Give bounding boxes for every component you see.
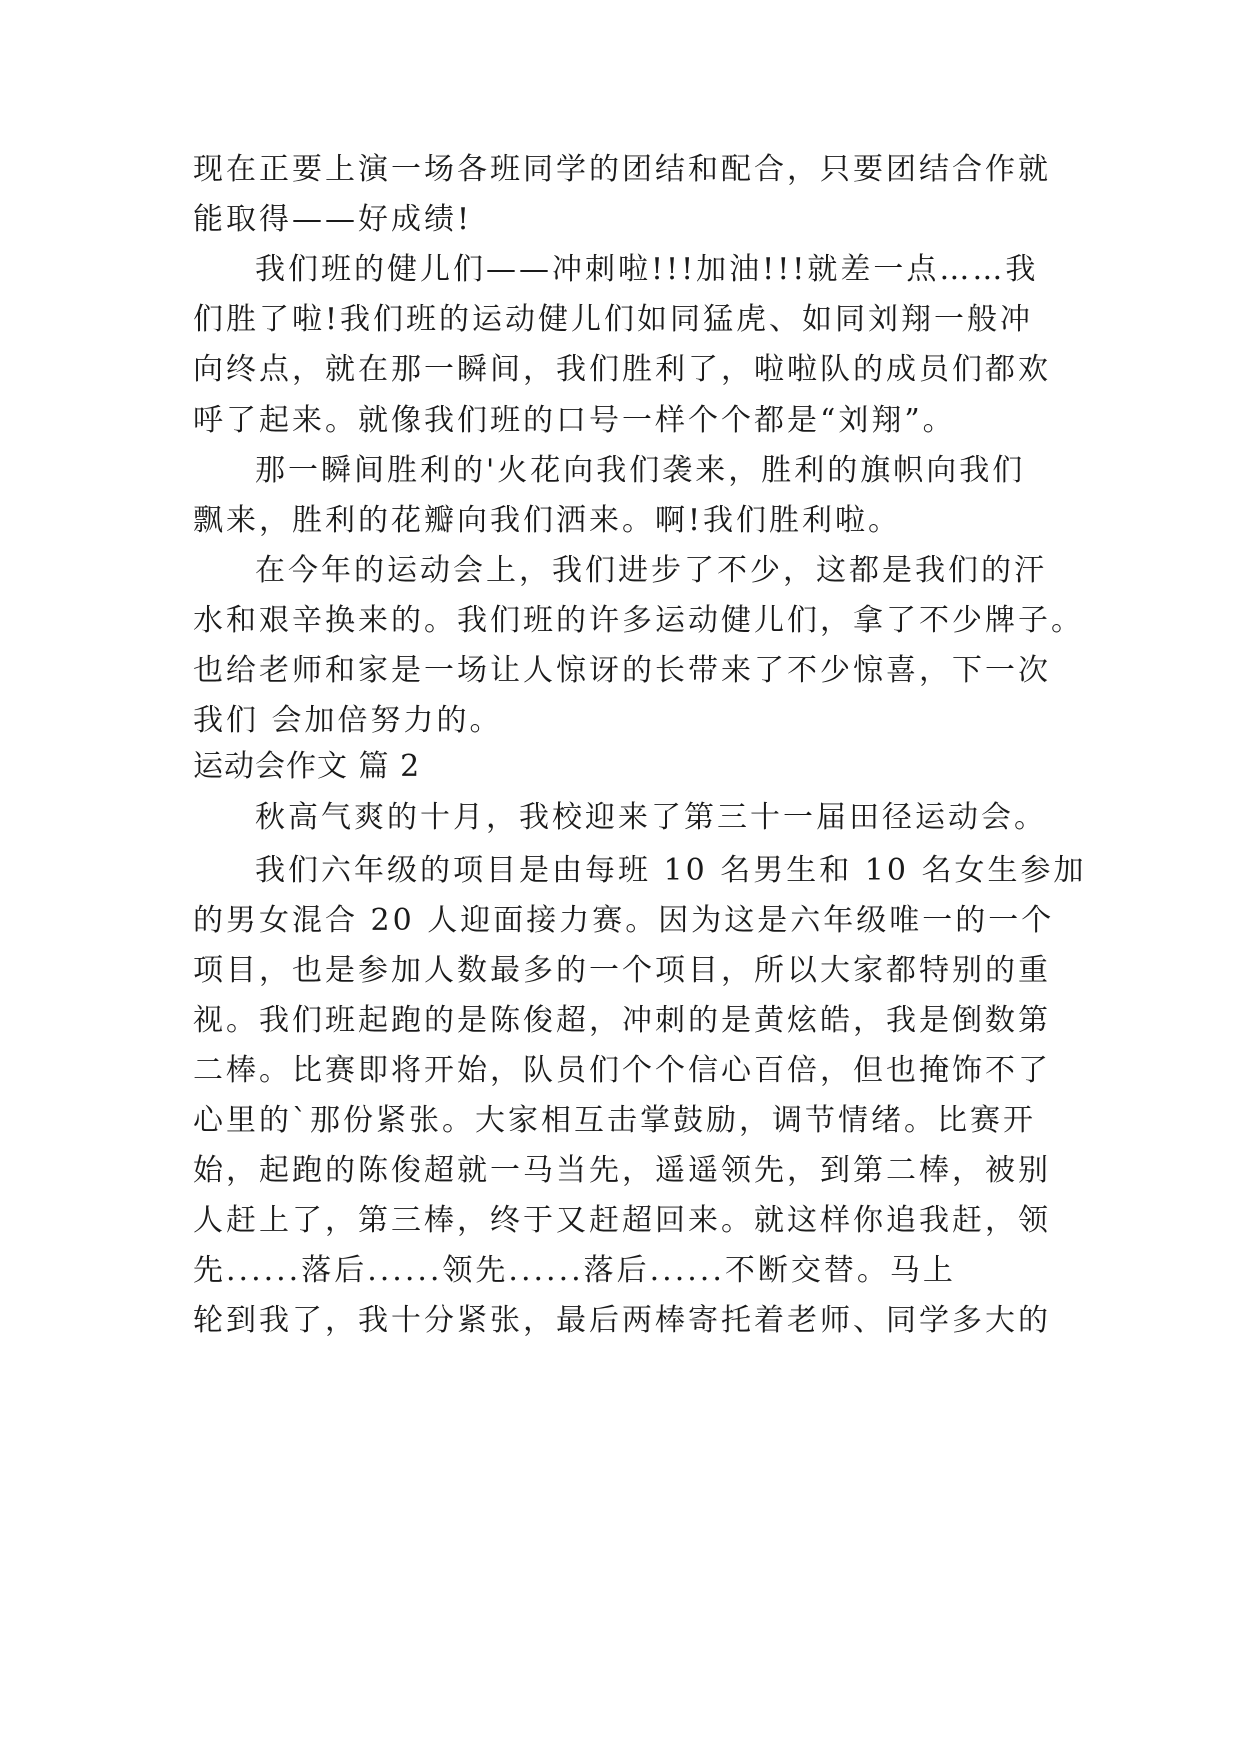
text-line: 轮到我了，我十分紧张，最后两棒寄托着老师、同学多大的 (193, 1303, 1051, 1338)
text-line: 飘来，胜利的花瓣向我们洒来。啊!我们胜利啦。 (193, 503, 902, 538)
text-line: 先......落后......领先......落后......不断交替。马上 (193, 1253, 956, 1288)
text-line: 项目，也是参加人数最多的一个项目，所以大家都特别的重 (193, 953, 1051, 988)
text-line: 始，起跑的陈俊超就一马当先，遥遥领先，到第二棒，被别 (193, 1153, 1051, 1188)
text-line: 现在正要上演一场各班同学的团结和配合，只要团结合作就 (193, 152, 1051, 187)
text-line: 我们六年级的项目是由每班 10 名男生和 10 名女生参加 (255, 853, 1087, 888)
text-line: 能取得——好成绩! (193, 202, 473, 237)
text-line: 心里的`那份紧张。大家相互击掌鼓励，调节情绪。比赛开 (193, 1103, 1036, 1138)
text-line: 视。我们班起跑的是陈俊超，冲刺的是黄炫皓，我是倒数第 (193, 1003, 1051, 1038)
text-line: 向终点，就在那一瞬间，我们胜利了，啦啦队的成员们都欢 (193, 352, 1051, 387)
text-line: 也给老师和家是一场让人惊讶的长带来了不少惊喜，下一次 (193, 653, 1051, 688)
section-heading: 运动会作文 篇 2 (193, 749, 421, 784)
text-line: 人赶上了，第三棒，终于又赶超回来。就这样你追我赶，领 (193, 1203, 1051, 1238)
text-line: 在今年的运动会上，我们进步了不少，这都是我们的汗 (255, 553, 1047, 588)
text-line: 二棒。比赛即将开始，队员们个个信心百倍，但也掩饰不了 (193, 1053, 1051, 1088)
text-line: 我们班的健儿们——冲刺啦!!!加油!!!就差一点……我 (255, 252, 1039, 287)
text-line: 呼了起来。就像我们班的口号一样个个都是“刘翔”。 (193, 403, 956, 438)
text-line: 们胜了啦!我们班的运动健儿们如同猛虎、如同刘翔一般冲 (193, 302, 1034, 337)
text-line: 我们 会加倍努力的。 (193, 703, 503, 738)
text-line: 的男女混合 20 人迎面接力赛。因为这是六年级唯一的一个 (193, 903, 1055, 938)
text-line: 那一瞬间胜利的'火花向我们袭来，胜利的旗帜向我们 (255, 453, 1026, 488)
text-line: 秋高气爽的十月，我校迎来了第三十一届田径运动会。 (255, 800, 1047, 835)
text-line: 水和艰辛换来的。我们班的许多运动健儿们，拿了不少牌子。 (193, 603, 1084, 638)
